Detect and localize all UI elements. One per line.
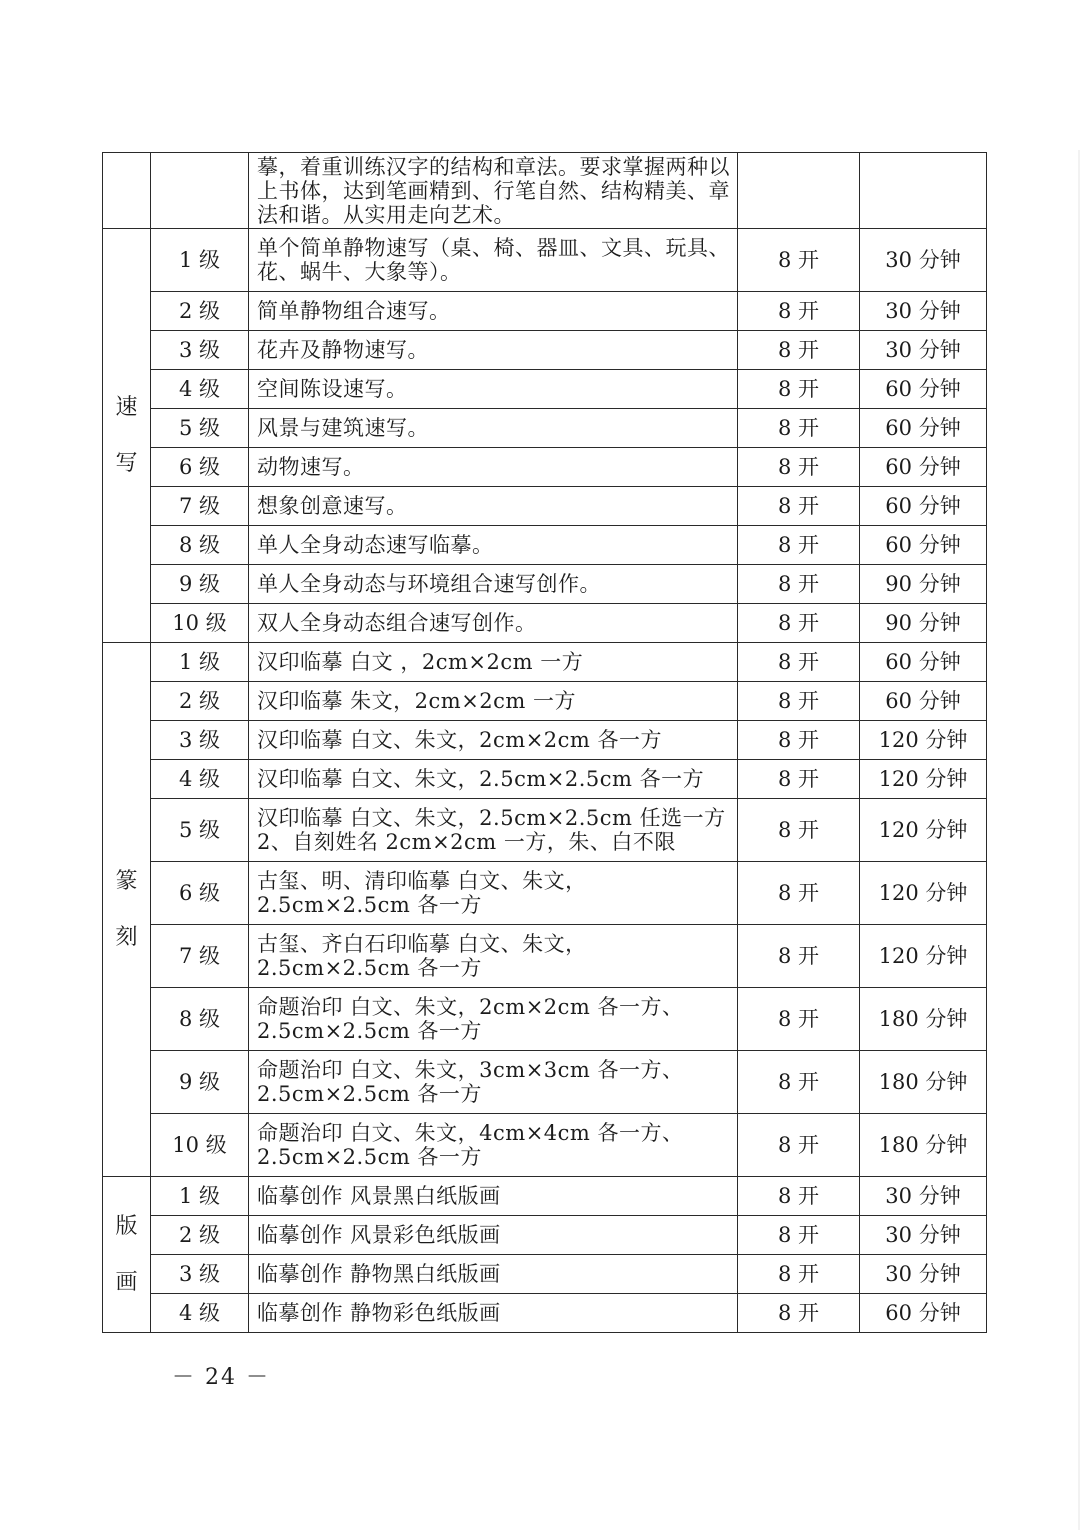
page-number: － 24 － xyxy=(172,1365,270,1390)
table-row xyxy=(103,643,987,682)
table-row xyxy=(103,565,987,604)
description-cell: 双人全身动态组合速写创作。 xyxy=(249,604,738,643)
table-row xyxy=(103,487,987,526)
time-cell: 60 分钟 xyxy=(860,643,987,682)
time-cell: 120 分钟 xyxy=(860,799,987,862)
description-cell: 汉印临摹 白文 ，2cm×2cm 一方 xyxy=(249,643,738,682)
time-cell: 90 分钟 xyxy=(860,604,987,643)
size-cell: 8 开 xyxy=(738,487,860,526)
description-cell: 命题治印 白文、朱文，3cm×3cm 各一方、2.5cm×2.5cm 各一方 xyxy=(249,1051,738,1114)
table-row xyxy=(103,604,987,643)
time-cell-empty xyxy=(860,153,987,229)
level-cell: 6 级 xyxy=(151,862,249,925)
description-cell: 汉印临摹 白文、朱文，2.5cm×2.5cm 任选一方 2、自刻姓名 2cm×2cm 一方，朱、白不限 xyxy=(249,799,738,862)
time-cell: 90 分钟 xyxy=(860,565,987,604)
size-cell: 8 开 xyxy=(738,448,860,487)
description-cell: 临摹创作 风景黑白纸版画 xyxy=(249,1177,738,1216)
size-cell: 8 开 xyxy=(738,925,860,988)
description-cell: 单人全身动态与环境组合速写创作。 xyxy=(249,565,738,604)
level-cell: 8 级 xyxy=(151,988,249,1051)
category-label-char: 写 xyxy=(115,450,138,476)
table-row xyxy=(103,682,987,721)
level-cell: 2 级 xyxy=(151,682,249,721)
size-cell: 8 开 xyxy=(738,370,860,409)
size-cell: 8 开 xyxy=(738,643,860,682)
category-cell xyxy=(103,1177,151,1333)
table-row xyxy=(103,448,987,487)
time-cell: 60 分钟 xyxy=(860,448,987,487)
level-cell: 8 级 xyxy=(151,526,249,565)
description-cell: 风景与建筑速写。 xyxy=(249,409,738,448)
table-row xyxy=(103,1255,987,1294)
size-cell: 8 开 xyxy=(738,1177,860,1216)
category-cell xyxy=(103,229,151,643)
size-cell: 8 开 xyxy=(738,604,860,643)
table-row xyxy=(103,1216,987,1255)
size-cell: 8 开 xyxy=(738,292,860,331)
table-row xyxy=(103,1294,987,1333)
size-cell: 8 开 xyxy=(738,409,860,448)
size-cell: 8 开 xyxy=(738,1216,860,1255)
time-cell: 60 分钟 xyxy=(860,526,987,565)
size-cell: 8 开 xyxy=(738,862,860,925)
size-cell: 8 开 xyxy=(738,526,860,565)
level-cell: 9 级 xyxy=(151,1051,249,1114)
table-row xyxy=(103,1051,987,1114)
level-cell: 7 级 xyxy=(151,487,249,526)
time-cell: 60 分钟 xyxy=(860,487,987,526)
category-cell-empty xyxy=(103,153,151,229)
time-cell: 120 分钟 xyxy=(860,925,987,988)
time-cell: 120 分钟 xyxy=(860,721,987,760)
description-cell: 动物速写。 xyxy=(249,448,738,487)
time-cell: 180 分钟 xyxy=(860,1051,987,1114)
table-row xyxy=(103,526,987,565)
table-row xyxy=(103,925,987,988)
size-cell: 8 开 xyxy=(738,682,860,721)
description-cell: 临摹创作 静物黑白纸版画 xyxy=(249,1255,738,1294)
level-cell: 4 级 xyxy=(151,370,249,409)
level-cell: 3 级 xyxy=(151,1255,249,1294)
category-label-char: 刻 xyxy=(115,924,138,950)
exam-requirements-table xyxy=(102,152,987,1333)
description-cell: 花卉及静物速写。 xyxy=(249,331,738,370)
size-cell: 8 开 xyxy=(738,988,860,1051)
level-cell: 7 级 xyxy=(151,925,249,988)
time-cell: 60 分钟 xyxy=(860,682,987,721)
description-cell: 临摹创作 静物彩色纸版画 xyxy=(249,1294,738,1333)
description-cell: 命题治印 白文、朱文，2cm×2cm 各一方、2.5cm×2.5cm 各一方 xyxy=(249,988,738,1051)
table-row xyxy=(103,292,987,331)
time-cell: 120 分钟 xyxy=(860,862,987,925)
size-cell: 8 开 xyxy=(738,1114,860,1177)
table-row xyxy=(103,409,987,448)
size-cell: 8 开 xyxy=(738,799,860,862)
level-cell: 5 级 xyxy=(151,409,249,448)
level-cell: 10 级 xyxy=(151,1114,249,1177)
description-cell: 简单静物组合速写。 xyxy=(249,292,738,331)
time-cell: 180 分钟 xyxy=(860,1114,987,1177)
level-cell: 4 级 xyxy=(151,1294,249,1333)
table-row xyxy=(103,721,987,760)
table-row xyxy=(103,988,987,1051)
table-row xyxy=(103,1114,987,1177)
category-label-char: 画 xyxy=(115,1269,138,1295)
level-cell: 5 级 xyxy=(151,799,249,862)
table-row xyxy=(103,760,987,799)
time-cell: 180 分钟 xyxy=(860,988,987,1051)
description-cell: 单人全身动态速写临摹。 xyxy=(249,526,738,565)
level-cell: 10 级 xyxy=(151,604,249,643)
table-row xyxy=(103,862,987,925)
table-row xyxy=(103,1177,987,1216)
time-cell: 30 分钟 xyxy=(860,1216,987,1255)
description-cell: 古玺、明、清印临摹 白文、朱文，2.5cm×2.5cm 各一方 xyxy=(249,862,738,925)
description-cell: 汉印临摹 白文、朱文，2cm×2cm 各一方 xyxy=(249,721,738,760)
level-cell: 3 级 xyxy=(151,331,249,370)
level-cell: 2 级 xyxy=(151,1216,249,1255)
table-row xyxy=(103,799,987,862)
level-cell-empty xyxy=(151,153,249,229)
table-row xyxy=(103,370,987,409)
size-cell: 8 开 xyxy=(738,760,860,799)
description-cell: 古玺、齐白石印临摹 白文、朱文，2.5cm×2.5cm 各一方 xyxy=(249,925,738,988)
level-cell: 4 级 xyxy=(151,760,249,799)
size-cell: 8 开 xyxy=(738,565,860,604)
description-cell: 空间陈设速写。 xyxy=(249,370,738,409)
time-cell: 30 分钟 xyxy=(860,331,987,370)
level-cell: 6 级 xyxy=(151,448,249,487)
size-cell: 8 开 xyxy=(738,721,860,760)
table-row xyxy=(103,229,987,292)
time-cell: 120 分钟 xyxy=(860,760,987,799)
time-cell: 30 分钟 xyxy=(860,1255,987,1294)
table-row xyxy=(103,153,987,229)
level-cell: 1 级 xyxy=(151,1177,249,1216)
level-cell: 1 级 xyxy=(151,643,249,682)
size-cell: 8 开 xyxy=(738,1294,860,1333)
time-cell: 30 分钟 xyxy=(860,1177,987,1216)
level-cell: 9 级 xyxy=(151,565,249,604)
size-cell-empty xyxy=(738,153,860,229)
size-cell: 8 开 xyxy=(738,331,860,370)
description-cell: 单个简单静物速写（桌、椅、器皿、文具、玩具、花、蜗牛、大象等）。 xyxy=(249,229,738,292)
size-cell: 8 开 xyxy=(738,229,860,292)
description-cell: 想象创意速写。 xyxy=(249,487,738,526)
time-cell: 60 分钟 xyxy=(860,370,987,409)
description-cell: 汉印临摹 白文、朱文，2.5cm×2.5cm 各一方 xyxy=(249,760,738,799)
level-cell: 2 级 xyxy=(151,292,249,331)
size-cell: 8 开 xyxy=(738,1051,860,1114)
time-cell: 60 分钟 xyxy=(860,409,987,448)
description-cell: 命题治印 白文、朱文，4cm×4cm 各一方、2.5cm×2.5cm 各一方 xyxy=(249,1114,738,1177)
description-cell: 汉印临摹 朱文，2cm×2cm 一方 xyxy=(249,682,738,721)
time-cell: 30 分钟 xyxy=(860,292,987,331)
description-cell: 摹，着重训练汉字的结构和章法。要求掌握两种以上书体，达到笔画精到、行笔自然、结构精美、章法和谐。从实用走向艺术。 xyxy=(249,153,738,229)
time-cell: 30 分钟 xyxy=(860,229,987,292)
size-cell: 8 开 xyxy=(738,1255,860,1294)
description-cell: 临摹创作 风景彩色纸版画 xyxy=(249,1216,738,1255)
category-label-char: 版 xyxy=(115,1213,138,1239)
time-cell: 60 分钟 xyxy=(860,1294,987,1333)
table-row xyxy=(103,331,987,370)
level-cell: 1 级 xyxy=(151,229,249,292)
level-cell: 3 级 xyxy=(151,721,249,760)
category-cell xyxy=(103,643,151,1177)
category-label-char: 速 xyxy=(115,394,138,420)
category-label-char: 篆 xyxy=(115,868,138,894)
